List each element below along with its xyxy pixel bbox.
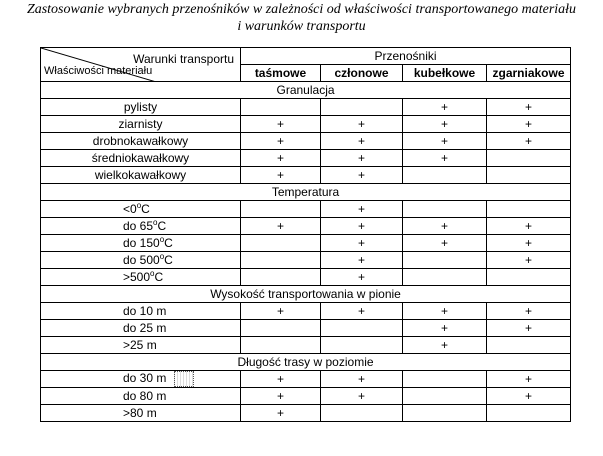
row-label: [41, 201, 241, 218]
mark-cell: +: [403, 99, 487, 116]
row-label: [41, 218, 241, 235]
table-row: [41, 235, 571, 252]
degree-sign: o: [153, 218, 158, 227]
header-properties: Właściwości materiału: [44, 65, 153, 77]
mark-cell: +: [321, 150, 403, 167]
mark-cell: [241, 99, 321, 116]
row-label: [41, 320, 241, 337]
row-label: [41, 99, 241, 116]
section-row: [41, 82, 571, 99]
mark-cell: +: [241, 116, 321, 133]
table-row: [41, 388, 571, 405]
mark-cell: [403, 405, 487, 422]
header-row-top: [41, 48, 571, 65]
mark-cell: +: [241, 405, 321, 422]
row-label: [41, 167, 241, 184]
mark-cell: [487, 405, 571, 422]
table-row: [41, 133, 571, 150]
row-label-text: do 25 m: [123, 321, 167, 335]
row-label: [41, 405, 241, 422]
row-label-text: do 30 m: [123, 371, 167, 386]
table-row: [41, 218, 571, 235]
row-label-text: >500: [123, 270, 151, 284]
mark-cell: [487, 269, 571, 286]
table-row: [41, 252, 571, 269]
mark-cell: +: [487, 388, 571, 405]
mark-cell: +: [403, 150, 487, 167]
header-conditions: Warunki transportu: [133, 52, 234, 66]
table-caption: [0, 1, 603, 35]
mark-cell: +: [403, 337, 487, 354]
row-label: [41, 388, 241, 405]
mark-cell: [321, 337, 403, 354]
table-row: [41, 405, 571, 422]
row-label-text: do 10 m: [123, 304, 167, 318]
row-label-text: do 500: [123, 253, 160, 267]
mark-cell: +: [241, 388, 321, 405]
section-row: [41, 184, 571, 201]
mark-cell: +: [241, 133, 321, 150]
mark-cell: +: [487, 252, 571, 269]
unit-suffix: C: [154, 270, 164, 284]
row-label-text: do 80 m: [123, 389, 167, 403]
mark-cell: +: [403, 303, 487, 320]
row-label-text: <0: [123, 202, 137, 216]
row-label: [41, 337, 241, 354]
table-row: [41, 269, 571, 286]
row-label-text: do 150: [123, 236, 160, 250]
row-label: [41, 116, 241, 133]
mark-cell: [241, 320, 321, 337]
degree-sign: o: [159, 252, 165, 261]
mark-cell: +: [487, 133, 571, 150]
mark-cell: +: [487, 116, 571, 133]
mark-cell: +: [321, 252, 403, 269]
caption-line-1: Zastosowanie wybranych przenośników w zależności od właściwości transportowanego materiału: [26, 2, 577, 17]
col-header-czlonowe: członowe: [321, 65, 403, 82]
mark-cell: [403, 201, 487, 218]
mark-cell: [403, 371, 487, 388]
mark-cell: +: [321, 388, 403, 405]
row-label-text: wielkokawałkowy: [94, 168, 187, 182]
section-title: Długość trasy w poziomie: [41, 354, 571, 371]
mark-cell: +: [321, 371, 403, 388]
mark-cell: +: [241, 218, 321, 235]
mark-cell: [487, 337, 571, 354]
row-label: [41, 252, 241, 269]
mark-cell: [321, 320, 403, 337]
table-row: [41, 337, 571, 354]
table-row: [41, 320, 571, 337]
degree-sign: o: [159, 235, 165, 244]
mark-cell: +: [321, 235, 403, 252]
mark-cell: [241, 337, 321, 354]
row-label-text: średniokawałkowy: [91, 151, 190, 165]
mark-cell: [403, 388, 487, 405]
section-title: Granulacja: [41, 82, 571, 99]
mark-cell: [241, 235, 321, 252]
mark-cell: +: [403, 320, 487, 337]
row-label: [41, 150, 241, 167]
unit-suffix: C: [141, 202, 150, 216]
mark-cell: [487, 201, 571, 218]
row-label: [41, 303, 241, 320]
row-label-text: drobnokawałkowy: [92, 134, 189, 148]
degree-sign: o: [150, 269, 155, 278]
table-row: [41, 201, 571, 218]
degree-sign: o: [136, 201, 142, 210]
row-label-text: >80 m: [123, 406, 157, 420]
mark-cell: +: [241, 167, 321, 184]
mark-cell: [321, 99, 403, 116]
table-row: [41, 371, 571, 388]
mark-cell: +: [241, 150, 321, 167]
mark-cell: [321, 405, 403, 422]
mark-cell: +: [487, 99, 571, 116]
table-row: [41, 99, 571, 116]
mark-cell: [241, 201, 321, 218]
diagonal-header-cell: [41, 48, 241, 82]
mark-cell: [403, 269, 487, 286]
header-conveyors: Przenośniki: [241, 48, 571, 65]
unit-suffix: C: [157, 219, 167, 233]
mark-cell: [403, 252, 487, 269]
section-row: [41, 354, 571, 371]
row-label: [41, 235, 241, 252]
mark-cell: +: [321, 133, 403, 150]
unit-suffix: C: [164, 253, 173, 267]
mark-cell: +: [403, 116, 487, 133]
mark-cell: +: [487, 371, 571, 388]
row-label-text: >25 m: [123, 338, 157, 352]
conveyor-table: [40, 47, 571, 422]
unit-suffix: C: [164, 236, 173, 250]
mark-cell: +: [321, 269, 403, 286]
mark-cell: +: [403, 218, 487, 235]
mark-cell: +: [487, 303, 571, 320]
mark-cell: +: [241, 303, 321, 320]
image-placeholder-icon: [174, 371, 194, 387]
mark-cell: [241, 269, 321, 286]
mark-cell: [487, 150, 571, 167]
mark-cell: +: [321, 167, 403, 184]
mark-cell: +: [487, 235, 571, 252]
row-label: [41, 269, 241, 286]
table-row: [41, 167, 571, 184]
table-row: [41, 150, 571, 167]
mark-cell: +: [403, 133, 487, 150]
caption-line-2: i warunków transportu: [237, 19, 366, 34]
mark-cell: +: [321, 303, 403, 320]
table-row: [41, 116, 571, 133]
section-row: [41, 286, 571, 303]
col-header-kubelkowe: kubełkowe: [403, 65, 487, 82]
col-header-tasmowe: taśmowe: [241, 65, 321, 82]
table-row: [41, 303, 571, 320]
row-label: [41, 371, 241, 388]
mark-cell: +: [487, 320, 571, 337]
row-label-text: ziarnisty: [118, 117, 163, 131]
section-title: Wysokość transportowania w pionie: [41, 286, 571, 303]
mark-cell: +: [241, 371, 321, 388]
mark-cell: +: [487, 218, 571, 235]
mark-cell: +: [321, 201, 403, 218]
section-title: Temperatura: [41, 184, 571, 201]
row-label-text: pylisty: [123, 100, 158, 114]
mark-cell: [241, 252, 321, 269]
mark-cell: +: [321, 116, 403, 133]
col-header-zgarniakowe: zgarniakowe: [487, 65, 571, 82]
mark-cell: +: [403, 235, 487, 252]
mark-cell: [487, 167, 571, 184]
mark-cell: +: [321, 218, 403, 235]
mark-cell: [403, 167, 487, 184]
row-label-text: do 65: [123, 219, 154, 233]
row-label: [41, 133, 241, 150]
